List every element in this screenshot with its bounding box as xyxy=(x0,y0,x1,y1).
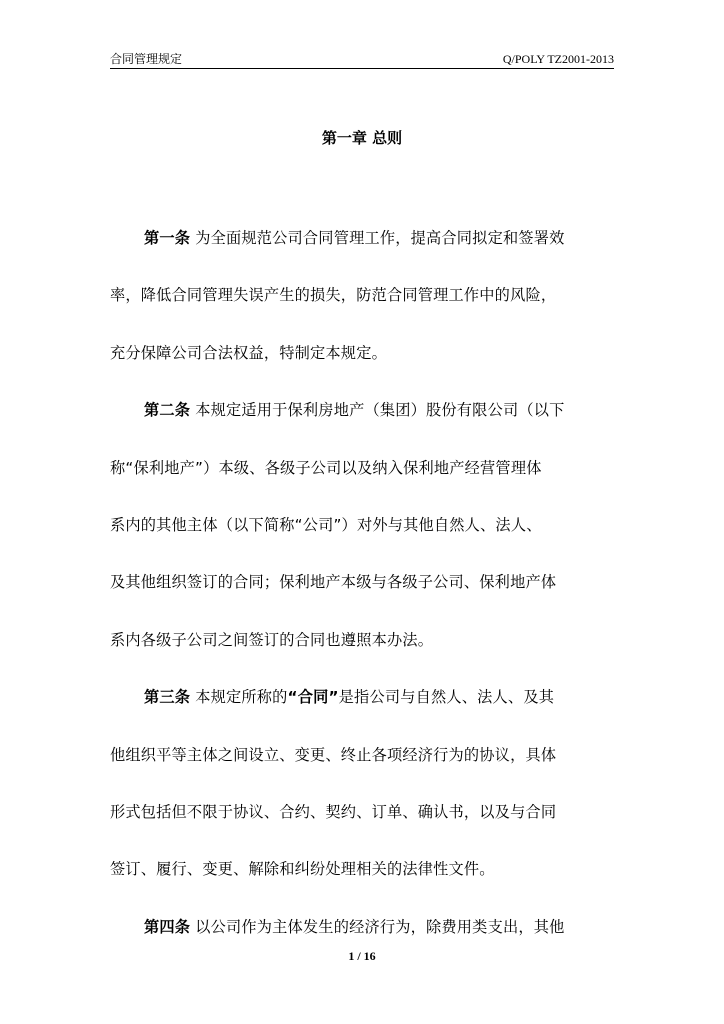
header-doc-title: 合同管理规定 xyxy=(110,52,183,66)
article-2-label: 第二条 xyxy=(144,401,191,420)
article-4-line-1 xyxy=(110,899,614,956)
article-2-line-2: 称“保利地产”）本级、各级子公司以及纳入保利地产经营管理体 xyxy=(110,458,542,477)
article-4-label: 第四条 xyxy=(144,917,191,936)
article-3-text-before: 本规定所称的 xyxy=(195,688,288,707)
article-3-line-4: 签订、履行、变更、解除和纠纷处理相关的法律性文件。 xyxy=(110,860,495,879)
document-body xyxy=(110,210,614,956)
article-1-line-3: 充分保障公司合法权益，特制定本规定。 xyxy=(110,343,387,362)
article-3-term: “合同” xyxy=(287,688,339,707)
article-2-line-1 xyxy=(110,382,614,439)
article-3-line-3: 形式包括但不限于协议、合约、契约、订单、确认书，以及与合同 xyxy=(110,802,557,821)
article-3-line-2: 他组织平等主体之间设立、变更、终止各项经济行为的协议，具体 xyxy=(110,745,557,764)
article-2-line-5: 系内各级子公司之间签订的合同也遵照本办法。 xyxy=(110,630,434,649)
article-1-line-2: 率，降低合同管理失误产生的损失，防范合同管理工作中的风险， xyxy=(110,286,557,305)
article-2-line-4: 及其他组织签订的合同；保利地产本级与各级子公司、保利地产体 xyxy=(110,573,557,592)
article-1-label: 第一条 xyxy=(144,229,191,247)
article-1-line-1 xyxy=(110,210,614,267)
article-2-text-1: 本规定适用于保利房地产（集团）股份有限公司（以下 xyxy=(195,401,565,420)
header-doc-code: Q/POLY TZ2001-2013 xyxy=(502,52,614,66)
article-2-line-3: 系内的其他主体（以下简称“公司”）对外与其他自然人、法人、 xyxy=(110,515,542,534)
article-3-text-after: 是指公司与自然人、法人、及其 xyxy=(338,688,555,707)
article-4-text-1: 以公司作为主体发生的经济行为，除费用类支出，其他 xyxy=(195,917,565,936)
article-3-label: 第三条 xyxy=(144,688,191,707)
page-header xyxy=(110,52,614,69)
article-1-text-1: 为全面规范公司合同管理工作，提高合同拟定和签署效 xyxy=(195,229,565,247)
page-number: 1 / 16 xyxy=(348,949,376,963)
article-3-line-1 xyxy=(110,669,614,726)
chapter-title: 第一章 总则 xyxy=(321,129,403,147)
